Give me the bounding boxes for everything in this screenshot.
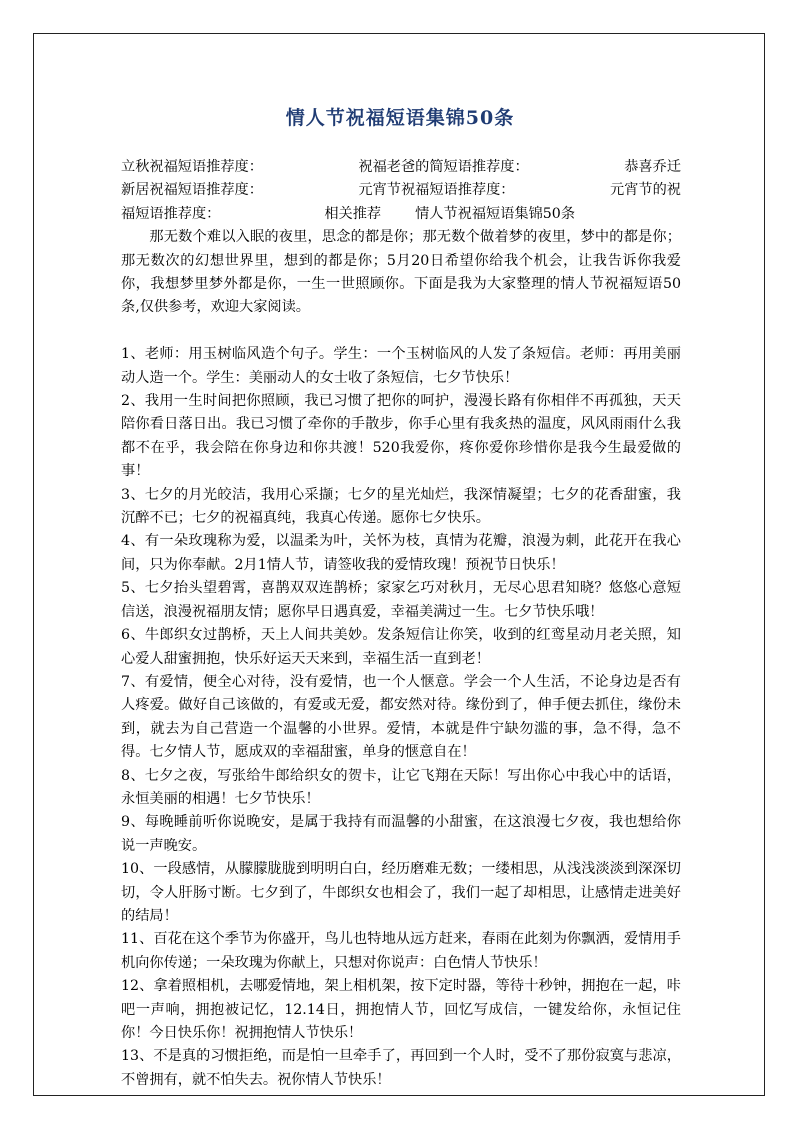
list-item: 2、我用一生时间把你照顾，我已习惯了把你的呵护，漫漫长路有你相伴不再孤独，天天陪你看日落日出。我已习惯了牵你的手散步，你手心里有我炙热的温度，风风雨雨什么我都不在乎，我会陪在你身边和你共渡！520我爱你，疼你爱你珍惜你是我今生最爱做的事！ [121,393,681,480]
recommend-link[interactable]: 元宵节祝福短语推荐度： [358,182,515,199]
list-item: 12、拿着照相机，去哪爱情地，架上相机架，按下定时器，等待十秒钟，拥抱在一起，咔吧一声响，拥抱被记忆，12.14日，拥抱情人节，回忆写成信，一键发给你，永恒记住你！今日快乐你！祝拥抱情人节快乐！ [121,978,681,1042]
list-item: 8、七夕之夜，写张给牛郎给织女的贺卡，让它飞翔在天际！写出你心中我心中的话语，永恒美丽的相遇！七夕节快乐！ [121,767,681,807]
list-item: 10、一段感情，从朦朦胧胧到明明白白，经历磨难无数；一缕相思，从浅浅淡淡到深深切切，令人肝肠寸断。七夕到了，牛郎织女也相会了，我们一起了却相思，让感情走进美好的结局！ [121,861,681,924]
list-item: 9、每晚睡前听你说晚安，是属于我持有而温馨的小甜蜜，在这浪漫七夕夜，我也想给你说一声晚安。 [121,814,681,854]
related-link[interactable]: 情人节祝福短语集锦50条 [415,205,576,222]
related-label: 相关推荐 [324,205,382,222]
recommend-line-1 [121,156,681,179]
recommend-line-3 [121,203,681,226]
recommend-line-2 [121,179,681,202]
recommend-link[interactable]: 祝福老爸的简短语推荐度： [358,159,529,175]
list-item: 7、有爱情，便全心对待，没有爱情，也一个人惬意。学会一个人生活，不论身边是否有人疼爱。做好自己该做的，有爱或无爱，都安然对待。缘份到了，伸手便去抓住，缘份未到，就去为自己营造一个温馨的小世界。爱情，本就是件宁缺勿滥的事，急不得，急不得。七夕情人节，愿成双的幸福甜蜜，单身的惬意自在！ [121,673,681,761]
list-item: 3、七夕的月光皎洁，我用心采撷；七夕的星光灿烂，我深情凝望；七夕的花香甜蜜，我沉醉不已；七夕的祝福真纯，我真心传递。愿你七夕快乐。 [121,486,681,527]
list-item: 1、老师：用玉树临风造个句子。学生：一个玉树临风的人发了条短信。老师：再用美丽动人造一个。学生：美丽动人的女士收了条短信，七夕节快乐！ [121,346,681,386]
paragraph-spacer [121,320,681,343]
intro-paragraph: 那无数个难以入眠的夜里，思念的都是你；那无数个做着梦的夜里，梦中的都是你；那无数次的幻想世界里，想到的都是你；5月20日希望你给我个机会，让我告诉你我爱你，我想梦里梦外都是你，一生一世照顾你。下面是我为大家整理的情人节祝福短语50条,仅供参考，欢迎大家阅读。 [121,229,681,316]
recommend-link[interactable]: 新居祝福短语推荐度： [121,182,263,199]
recommend-link[interactable]: 福短语推荐度： [121,205,221,222]
document-title: 情人节祝福短语集锦50条 [285,107,515,129]
list-item: 13、不是真的习惯拒绝，而是怕一旦牵手了，再回到一个人时，受不了那份寂寞与悲凉，不曾拥有，就不怕失去。祝你情人节快乐！ [121,1048,681,1088]
recommend-link[interactable]: 恭喜乔迁 [624,159,681,175]
list-item: 5、七夕抬头望碧霄，喜鹊双双连鹊桥；家家乞巧对秋月，无尽心思君知晓？悠悠心意短信送，浪漫祝福朋友情；愿你早日遇真爱，幸福美满过一生。七夕节快乐哦！ [121,580,681,620]
document-body [121,156,681,1092]
list-item: 6、牛郎织女过鹊桥，天上人间共美妙。发条短信让你笑，收到的红鸾星动月老关照，知心爱人甜蜜拥抱，快乐好运天天来到，幸福生活一直到老！ [121,627,681,667]
list-item: 4、有一朵玫瑰称为爱，以温柔为叶，关怀为枝，真情为花瓣，浪漫为刺，此花开在我心间，只为你奉献。2月1情人节，请签收我的爱情玫瑰！预祝节日快乐！ [121,533,681,573]
recommend-link[interactable]: 元宵节的祝 [610,182,681,199]
recommend-link[interactable]: 立秋祝福短语推荐度： [121,159,263,175]
list-item: 11、百花在这个季节为你盛开，鸟儿也特地从远方赶来，春雨在此刻为你飘洒，爱情用手机向你传递；一朵玫瑰为你献上，只想对你说声：白色情人节快乐！ [121,931,681,971]
